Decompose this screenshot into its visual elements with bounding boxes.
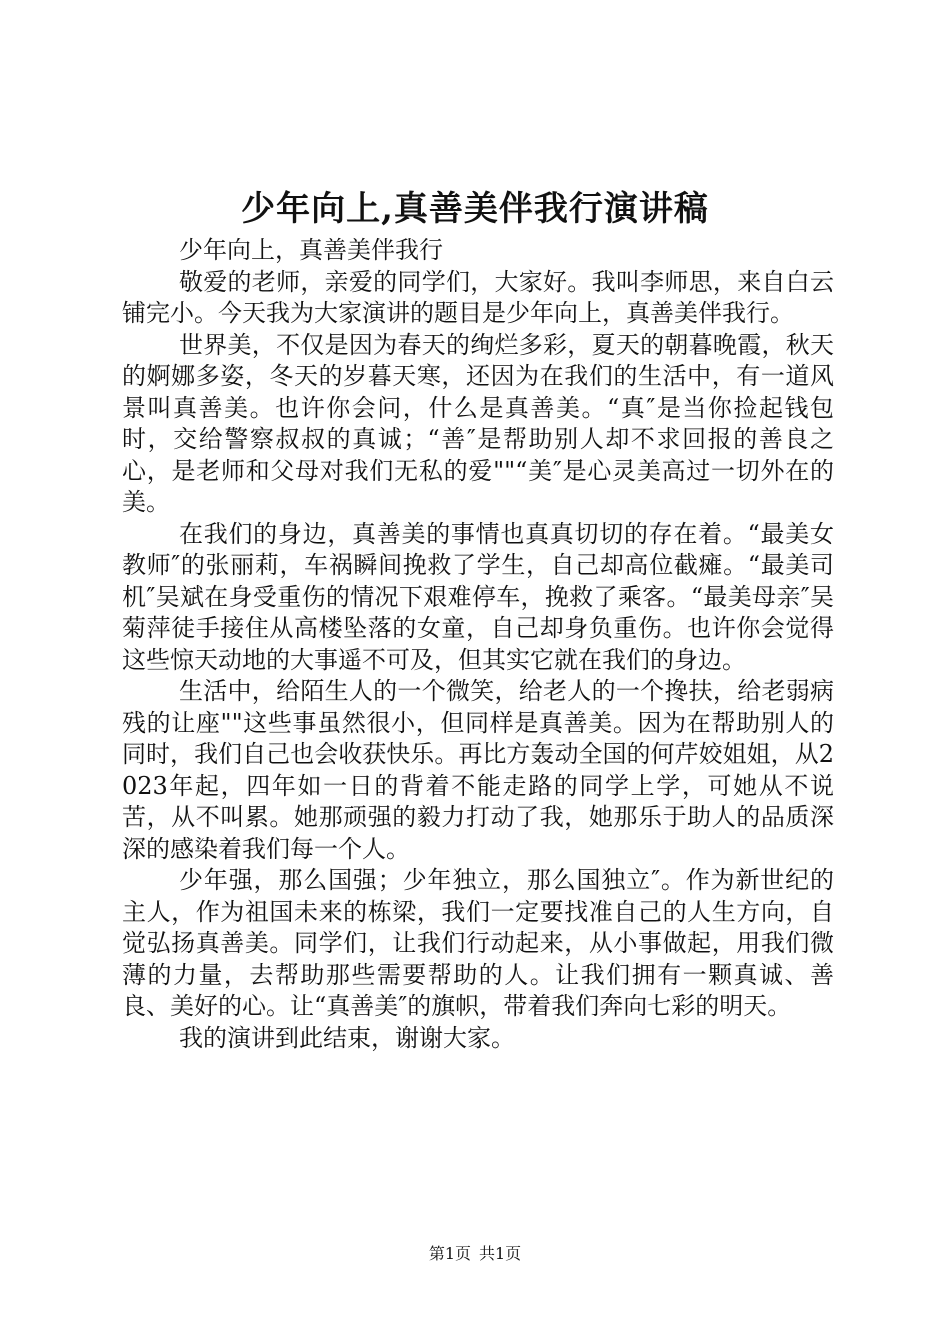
paragraph-world-beauty: 世界美，不仅是因为春天的绚烂多彩，夏天的朝暮晚霞，秋天的婀娜多姿，冬天的岁暮天寒，还因为在我们的生活中，有一道风景叫真善美。也许你会问，什么是真善美。“真″是当你捡起钱包时，交给警察叔叔的真诚；“善″是帮助别人却不求回报的善良之心，是老师和父母对我们无私的爱""“美″是心灵美高过一切外在的美。 [122, 330, 834, 516]
paragraph-closing: 我的演讲到此结束，谢谢大家。 [179, 1023, 515, 1052]
paragraph-examples: 在我们的身边，真善美的事情也真真切切的存在着。“最美女教师″的张丽莉，车祸瞬间挽救了学生，自己却高位截瘫。“最美司机″吴斌在身受重伤的情况下艰难停车，挽救了乘客。“最美母亲″吴菊萍徒手接住从高楼坠落的女童，自己却身负重伤。也许你会觉得这些惊天动地的大事遥不可及，但其实它就在我们的身边。 [122, 519, 834, 674]
document-title: 少年向上,真善美伴我行演讲稿 [241, 189, 709, 229]
document-body [122, 235, 834, 1054]
page-footer [0, 1244, 950, 1264]
paragraph-subtitle: 少年向上，真善美伴我行 [179, 236, 443, 264]
paragraph-call-to-action: 少年强，那么国强；少年独立，那么国独立″。作为新世纪的主人，作为祖国未来的栋梁，我们一定要找准自己的人生方向，自觉弘扬真善美。同学们，让我们行动起来，从小事做起，用我们微薄的力量，去帮助那些需要帮助的人。让我们拥有一颗真诚、善良、美好的心。让“真善美″的旗帜，带着我们奔向七彩的明天。 [122, 866, 834, 1020]
paragraph-daily-life: 生活中，给陌生人的一个微笑，给老人的一个搀扶，给老弱病残的让座""这些事虽然很小，但同样是真善美。因为在帮助别人的同时，我们自己也会收获快乐。再比方轰动全国的何芹姣姐姐，从2023年起，四年如一日的背着不能走路的同学上学，可她从不说苦，从不叫累。她那顽强的毅力打动了我，她那乐于助人的品质深深的感染着我们每一个人。 [122, 677, 834, 863]
paragraph-greeting: 敬爱的老师，亲爱的同学们，大家好。我叫李师思，来自白云铺完小。今天我为大家演讲的题目是少年向上，真善美伴我行。 [122, 267, 834, 327]
page-total: 共1页 [479, 1244, 522, 1263]
page-number: 第1页 [428, 1244, 471, 1263]
